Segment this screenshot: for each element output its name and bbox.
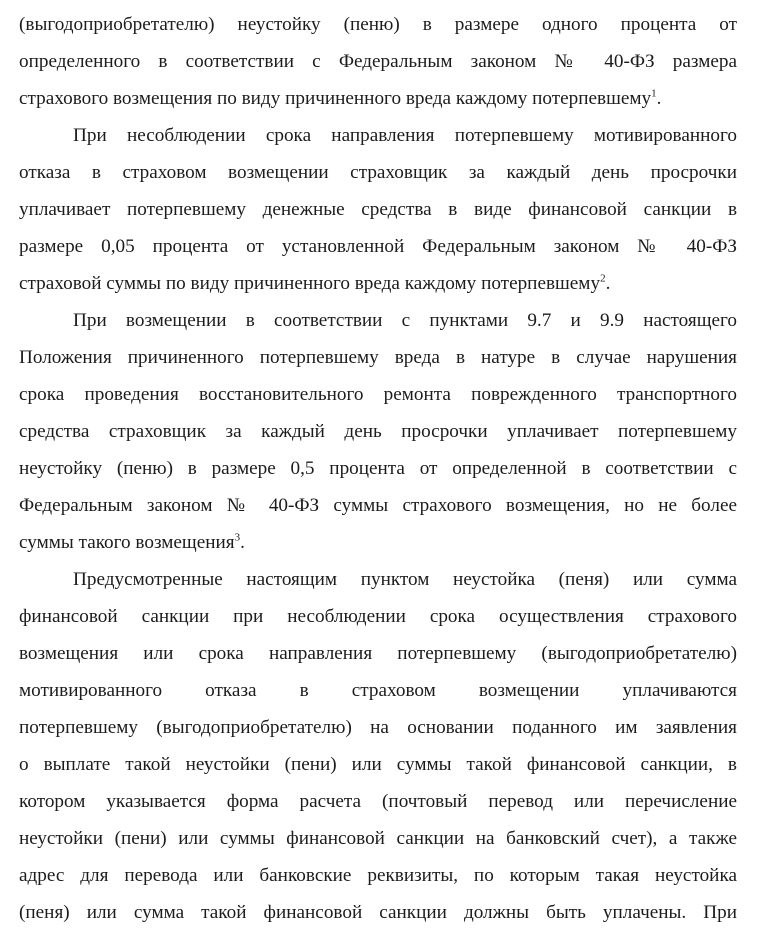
text-line: неустойки (пени) или суммы финансовой санкции на банковский счет), а также [19, 828, 737, 849]
line-text: страховой суммы по виду причиненного вреда каждому потерпевшему [19, 273, 601, 294]
text-line: неустойку (пеню) в размере 0,5 процента от определенной в соответствии с [19, 458, 737, 479]
line-punct: . [240, 532, 245, 553]
text-line: (выгодоприобретателю) неустойку (пеню) в размере одного процента от [19, 14, 737, 35]
text-line: возмещения или срока направления потерпевшему (выгодоприобретателю) [19, 643, 737, 664]
line-text: суммы такого возмещения [19, 532, 235, 553]
text-line [19, 524, 737, 561]
footnote-ref-3[interactable]: 3 [234, 531, 241, 544]
text-line: финансовой санкции при несоблюдении срока осуществления страхового [19, 606, 737, 627]
line-punct: . [605, 273, 611, 294]
text-line: размере 0,05 процента от установленной Федеральным законом № 40-ФЗ [19, 236, 737, 257]
text-line: адрес для перевода или банковские реквизиты, по которым такая неустойка [19, 865, 737, 886]
text-line: о выплате такой неустойки (пени) или суммы такой финансовой санкции, в [19, 754, 737, 775]
text-line [19, 265, 737, 302]
footnote-ref-2[interactable]: 2 [600, 272, 606, 285]
footnote-ref-1[interactable]: 1 [651, 87, 657, 100]
line-text: страхового возмещения по виду причиненного вреда каждому потерпевшему [19, 88, 652, 109]
text-line: Предусмотренные настоящим пунктом неустойка (пеня) или сумма [73, 569, 737, 590]
text-line: Положения причиненного потерпевшему вреда в натуре в случае нарушения [19, 347, 737, 368]
text-line: мотивированного отказа в страховом возмещении уплачиваются [19, 680, 737, 701]
paragraph-1 [19, 6, 737, 117]
text-line: отказа в страховом возмещении страховщик за каждый день просрочки [19, 162, 737, 183]
text-line: котором указывается форма расчета (почтовый перевод или перечисление [19, 791, 737, 812]
text-line: При возмещении в соответствии с пунктами 9.7 и 9.9 настоящего [73, 310, 737, 331]
text-line: (пеня) или сумма такой финансовой санкции должны быть уплачены. При [19, 902, 737, 923]
paragraph-4 [19, 561, 737, 931]
text-line: определенного в соответствии с Федеральным законом № 40-ФЗ размера [19, 51, 737, 72]
text-line: средства страховщик за каждый день просрочки уплачивает потерпевшему [19, 421, 737, 442]
line-punct: . [656, 88, 662, 109]
text-line: потерпевшему (выгодоприобретателю) на основании поданного им заявления [19, 717, 737, 738]
text-line [19, 80, 737, 117]
paragraph-2 [19, 117, 737, 302]
paragraph-3 [19, 302, 737, 561]
text-line: Федеральным законом № 40-ФЗ суммы страхового возмещения, но не более [19, 495, 737, 516]
text-line: срока проведения восстановительного ремонта поврежденного транспортного [19, 384, 737, 405]
text-line: уплачивает потерпевшему денежные средства в виде финансовой санкции в [19, 199, 737, 220]
text-line: При несоблюдении срока направления потерпевшему мотивированного [73, 125, 737, 146]
document-page [19, 6, 737, 931]
